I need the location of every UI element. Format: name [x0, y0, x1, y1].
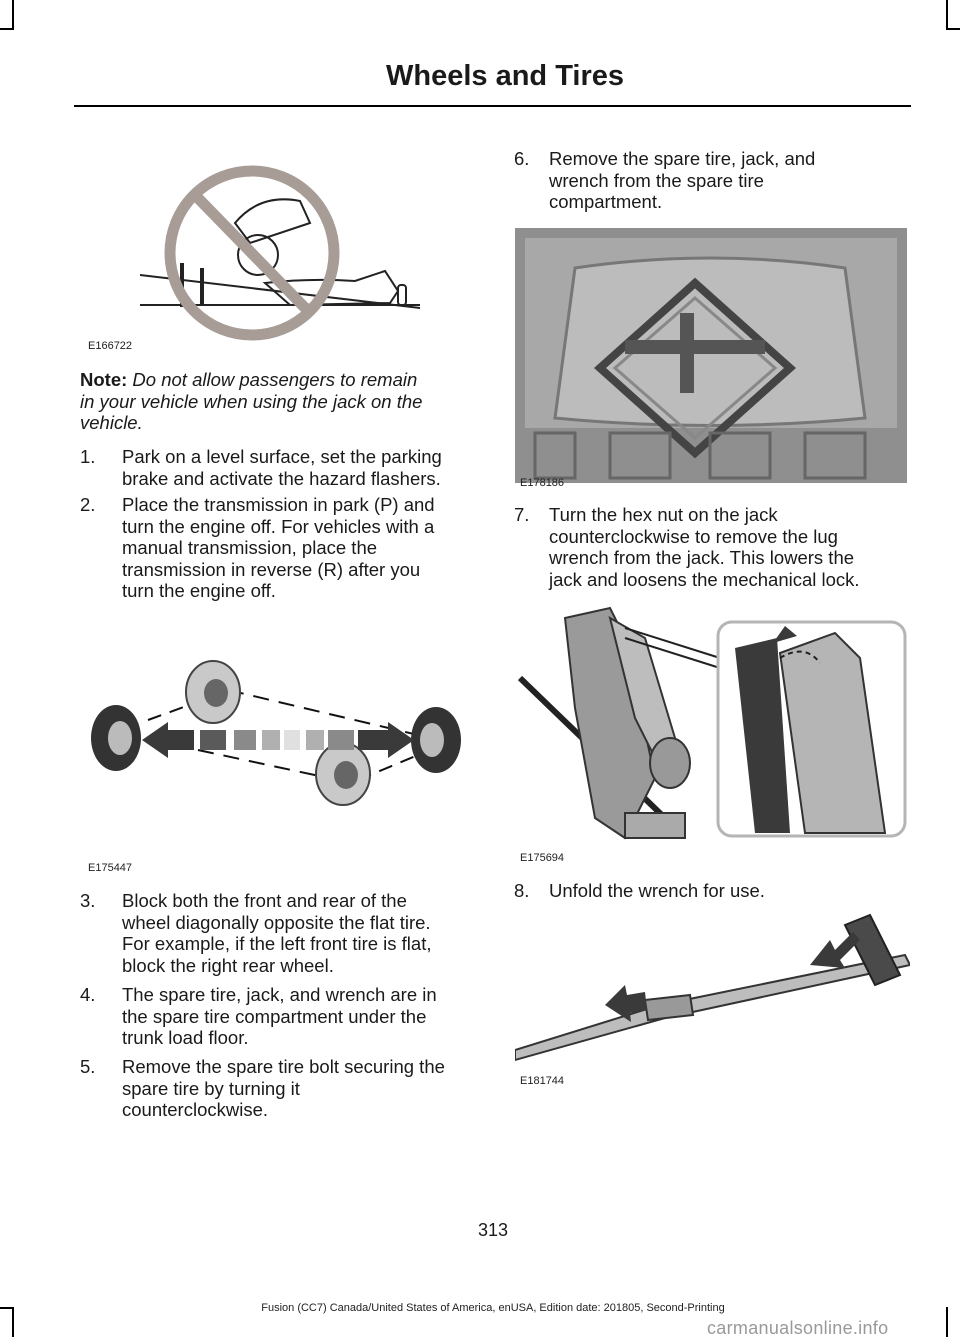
step-line: wrench from the jack. This lowers the — [549, 547, 855, 568]
figure-code: E175447 — [88, 862, 133, 874]
note-paragraph — [80, 369, 480, 434]
step-number: 2. — [80, 494, 96, 515]
note-text: in your vehicle when using the jack on the — [80, 390, 423, 412]
no-crawling-under-vehicle-warning-illustration — [140, 163, 430, 343]
step-number: 4. — [80, 984, 96, 1005]
step-line: For example, if the left front tire is flat, — [122, 933, 432, 954]
figure-code: E178186 — [520, 477, 565, 489]
step-number: 7. — [514, 504, 530, 525]
crop-mark — [12, 0, 14, 30]
step-text — [122, 890, 431, 976]
page-title: Wheels and Tires — [386, 60, 624, 92]
jack-hex-nut-illustration — [515, 598, 907, 860]
figure-code: E166722 — [88, 340, 133, 352]
step-text — [122, 1056, 445, 1121]
lug-wrench-unfold-illustration — [515, 910, 910, 1065]
figure-code: E175694 — [520, 852, 565, 864]
step-line: manual transmission, place the — [122, 537, 378, 558]
step-number: 8. — [514, 880, 530, 901]
step-line: brake and activate the hazard flashers. — [122, 467, 441, 489]
note-text: vehicle. — [80, 412, 143, 433]
step-line: Remove the spare tire bolt securing the — [122, 1056, 445, 1077]
note-text: Do not allow passengers to remain — [132, 369, 418, 390]
step-line: counterclockwise to remove the lug — [549, 525, 838, 547]
crop-mark — [946, 28, 960, 30]
step-text — [122, 446, 442, 489]
step-line: Remove the spare tire, jack, and — [549, 148, 816, 169]
step-line: Park on a level surface, set the parking — [122, 446, 442, 467]
step-line: counterclockwise. — [122, 1099, 269, 1120]
step-line: trunk load floor. — [122, 1027, 249, 1048]
step-line: turn the engine off. — [122, 580, 276, 601]
spare-tire-compartment-jack-photo — [515, 228, 907, 483]
step-line: spare tire by turning it — [122, 1077, 300, 1099]
note-line — [80, 369, 480, 391]
step-text — [549, 504, 860, 590]
footer-edition-info: Fusion (CC7) Canada/United States of America, enUSA, Edition date: 201805, Second-Printing — [261, 1302, 725, 1314]
step-line: Block both the front and rear of the — [122, 890, 407, 911]
step-line: The spare tire, jack, and wrench are in — [122, 984, 437, 1005]
step-text — [549, 148, 815, 213]
crop-mark — [0, 28, 14, 30]
step-text — [549, 880, 765, 902]
crop-mark — [946, 0, 948, 30]
step-line: Turn the hex nut on the jack — [549, 504, 778, 525]
note-line — [80, 412, 480, 434]
note-line — [80, 391, 480, 413]
step-number: 1. — [80, 446, 96, 467]
step-number: 6. — [514, 148, 530, 169]
note-label: Note: — [80, 369, 128, 390]
step-line: wrench from the spare tire — [549, 169, 764, 191]
step-line: Unfold the wrench for use. — [549, 880, 765, 901]
step-line: wheel diagonally opposite the flat tire. — [122, 911, 431, 933]
step-text — [122, 984, 437, 1049]
figure-code: E181744 — [520, 1075, 565, 1087]
step-line: turn the engine off. For vehicles with a — [122, 515, 435, 537]
page-number: 313 — [477, 1220, 509, 1240]
step-line: jack and loosens the mechanical lock. — [549, 568, 860, 590]
step-text — [122, 494, 435, 602]
step-line: Place the transmission in park (P) and — [122, 494, 435, 515]
step-line: compartment. — [549, 191, 663, 212]
step-line: transmission in reverse (R) after you — [122, 558, 421, 580]
step-line: block the right rear wheel. — [122, 954, 334, 976]
header-divider — [74, 105, 911, 107]
step-number: 5. — [80, 1056, 96, 1077]
step-line: the spare tire compartment under the — [122, 1005, 427, 1027]
diagonal-wheel-blocking-illustration — [88, 660, 473, 810]
watermark: carmanualsonline.info — [707, 1318, 889, 1338]
step-number: 3. — [80, 890, 96, 911]
